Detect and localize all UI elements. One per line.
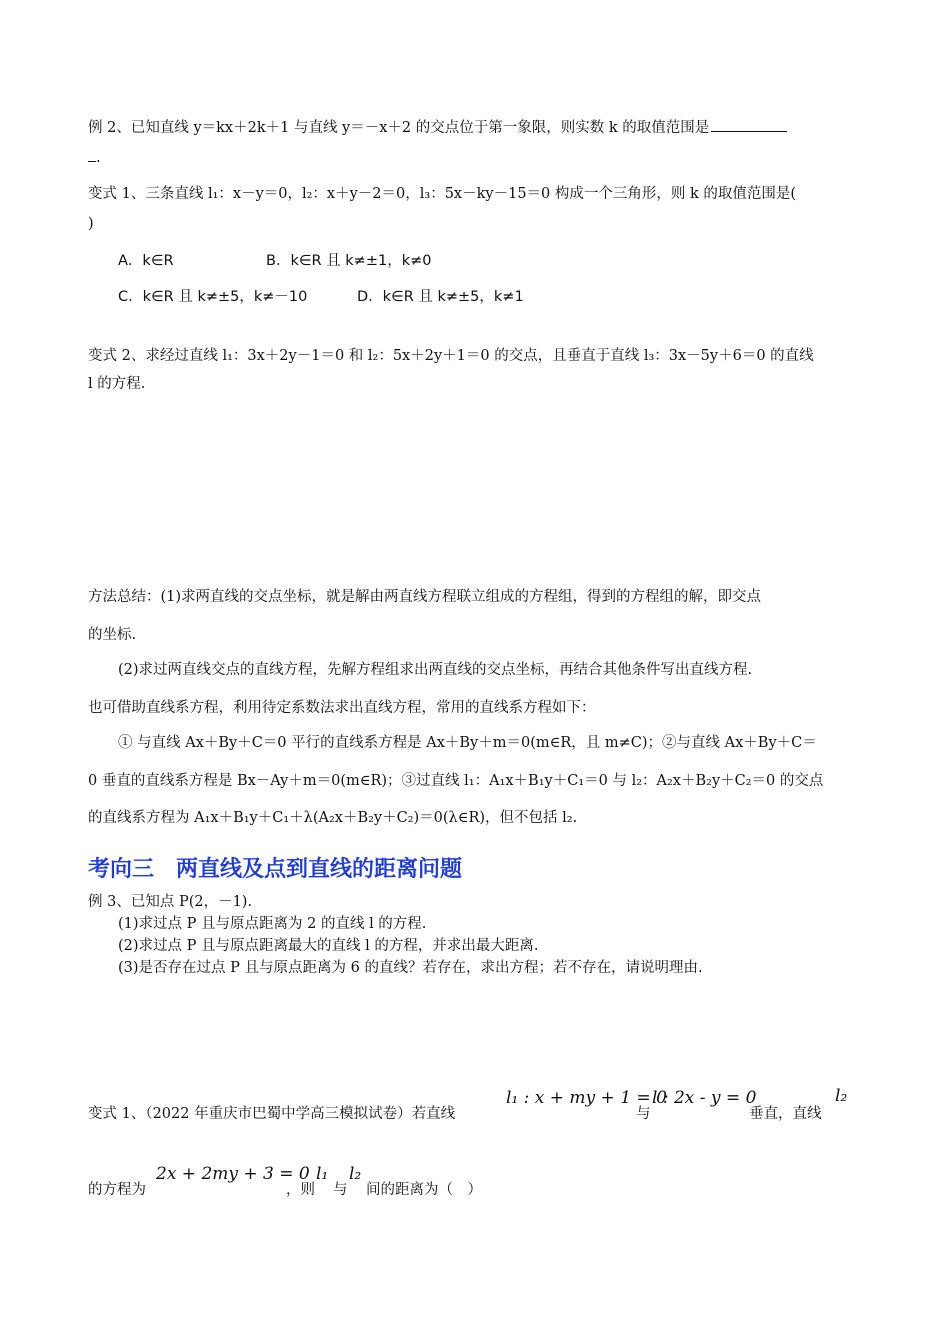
variant-2-line-1: 变式 2、求经过直线 l₁：3x＋2y－1＝0 和 l₂：5x＋2y＋1＝0 的交点，且垂直于直线 l₃：3x－5y＋6＝0 的直线: [88, 348, 814, 364]
method-p3-line-1: ① 与直线 Ax＋By＋C＝0 平行的直线系方程是 Ax＋By＋m＝0(m∈R，且 m≠C)；②与直线 Ax＋By＋C＝: [118, 735, 817, 751]
option-d[interactable]: D．k∈R 且 k≠±5，k≠1: [357, 289, 524, 305]
example-2-question: 例 2、已知直线 y＝kx＋2k＋1 与直线 y＝－x＋2 的交点位于第一象限，则实数 k 的取值范围是: [88, 120, 710, 136]
example-3-q2: (2)求过点 P 且与原点距离最大的直线 l 的方程，并求出最大距离.: [118, 938, 539, 954]
method-p2-line-1: (2)求过两直线交点的直线方程，先解方程组求出两直线的交点坐标，再结合其他条件写出直线方程.: [118, 662, 753, 678]
method-p3-line-3: 的直线系方程为 A₁x＋B₁y＋C₁＋λ(A₂x＋B₂y＋C₂)＝0(λ∈R)，但不包括 l₂.: [88, 810, 578, 826]
variant-3-prefix: 变式 1、（2022 年重庆市巴蜀中学高三模拟试卷）若直线: [88, 1106, 456, 1122]
example-2-period: .: [96, 150, 101, 166]
example-3-q1: (1)求过点 P 且与原点距离为 2 的直线 l 的方程.: [118, 916, 427, 932]
option-b[interactable]: B．k∈R 且 k≠±1，k≠0: [266, 253, 432, 269]
variant-3-perpendicular: 垂直，直线: [749, 1106, 822, 1122]
variant-2-line-2: l 的方程.: [88, 376, 146, 392]
variant-3-with: 与: [333, 1182, 348, 1198]
equation-l: l : 2x - y = 0: [652, 1088, 757, 1108]
variant-3-distance: 间的距离为（ ）: [366, 1182, 482, 1198]
answer-blank[interactable]: [711, 117, 787, 132]
example-3-intro: 例 3、已知点 P(2，－1).: [88, 894, 253, 910]
example-2-text: [88, 117, 787, 138]
example-3-q3: (3)是否存在过点 P 且与原点距离为 6 的直线？若存在，求出方程；若不存在，请说明理由.: [118, 960, 703, 976]
example-2-end: [88, 147, 101, 168]
option-c[interactable]: C．k∈R 且 k≠±5，k≠－10: [118, 289, 308, 305]
variant-1-line-1: 变式 1、三条直线 l₁：x－y＝0，l₂：x＋y－2＝0，l₃：5x－ky－15＝0 构成一个三角形，则 k 的取值范围是(: [88, 186, 797, 202]
variant-1-line-2: ): [88, 216, 94, 232]
equation-l2-label: l₂: [835, 1086, 848, 1106]
variant-3-then: ，则: [286, 1182, 315, 1198]
option-a[interactable]: A．k∈R: [118, 253, 174, 269]
equation-l2: 2x + 2my + 3 = 0: [156, 1164, 310, 1184]
method-p3-line-2: 0 垂直的直线系方程是 Bx－Ay＋m＝0(m∈R)；③过直线 l₁：A₁x＋B₁y＋C₁＝0 与 l₂：A₂x＋B₂y＋C₂＝0 的交点: [88, 773, 824, 789]
variant-3-and: 与: [636, 1106, 651, 1122]
method-p2-line-2: 也可借助直线系方程，利用待定系数法求出直线方程，常用的直线系方程如下：: [88, 700, 596, 716]
variant-3-line-2-prefix: 的方程为: [88, 1182, 146, 1198]
method-p1-line-1: 方法总结：(1)求两直线的交点坐标，就是解由两直线方程联立组成的方程组，得到的方程组的解，即交点: [88, 589, 762, 605]
equation-l1-label: l₁: [316, 1164, 329, 1184]
answer-blank-tail: [88, 147, 96, 162]
method-p1-line-2: 的坐标.: [88, 627, 137, 643]
section-heading: 考向三 两直线及点到直线的距离问题: [88, 857, 463, 882]
equation-l1: l₁ : x + my + 1 = 0: [506, 1088, 667, 1108]
equation-l2-label-2: l₂: [349, 1164, 362, 1184]
